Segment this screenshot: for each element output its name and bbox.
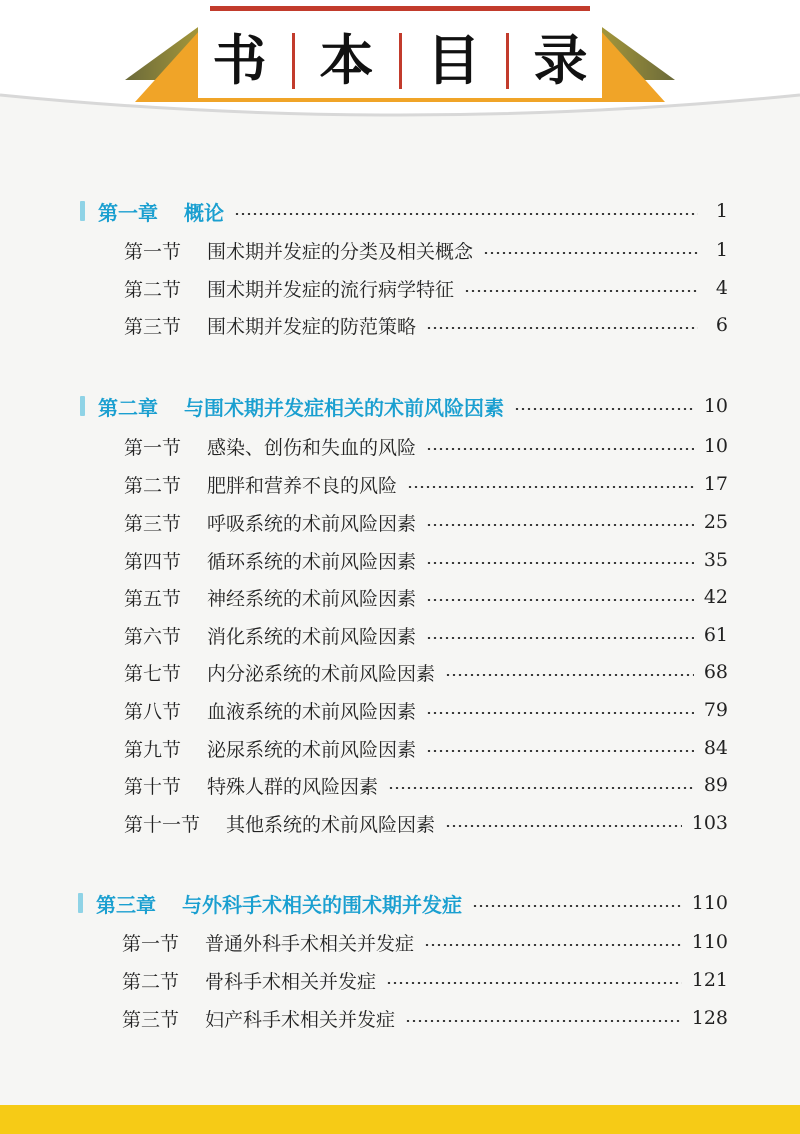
toc-section-row[interactable]	[0, 694, 800, 726]
section-label: 第二节	[124, 278, 182, 301]
page-number: 79	[703, 699, 728, 721]
toc-section-row[interactable]	[0, 732, 800, 764]
page-number: 4	[715, 277, 728, 299]
section-title: 围术期并发症的分类及相关概念	[207, 240, 474, 263]
dot-leader	[483, 252, 698, 254]
page-number: 1	[715, 239, 728, 261]
page-number: 103	[691, 812, 728, 834]
dot-leader	[445, 674, 694, 676]
section-title: 泌尿系统的术前风险因素	[207, 738, 417, 761]
dot-leader	[426, 750, 694, 752]
dot-leader	[426, 599, 694, 601]
toc-section-row[interactable]	[0, 769, 800, 801]
section-label: 第二节	[124, 474, 182, 497]
section-title: 呼吸系统的术前风险因素	[207, 512, 417, 535]
title-char: 本	[319, 29, 374, 92]
section-title: 血液系统的术前风险因素	[207, 700, 417, 723]
section-label: 第一节	[124, 240, 182, 263]
section-label: 第七节	[124, 662, 182, 685]
section-title: 内分泌系统的术前风险因素	[207, 662, 436, 685]
section-label: 第一节	[122, 932, 180, 955]
toc-chapter-row[interactable]	[0, 195, 800, 227]
dot-leader	[426, 448, 694, 450]
dot-leader	[426, 637, 694, 639]
section-title: 其他系统的术前风险因素	[226, 813, 436, 836]
section-label: 第十节	[124, 775, 182, 798]
toc-section-row[interactable]	[0, 234, 800, 266]
page-number: 10	[703, 395, 728, 417]
section-title: 肥胖和营养不良的风险	[207, 474, 398, 497]
chapter-label: 第二章	[98, 395, 158, 420]
page-number: 128	[691, 1007, 728, 1029]
dot-leader	[426, 712, 694, 714]
section-title: 妇产科手术相关并发症	[205, 1008, 396, 1031]
section-title: 消化系统的术前风险因素	[207, 625, 417, 648]
dot-leader	[424, 944, 682, 946]
section-title: 循环系统的术前风险因素	[207, 550, 417, 573]
toc-chapter-row[interactable]	[0, 390, 800, 422]
page-number: 1	[715, 200, 728, 222]
toc-section-row[interactable]	[0, 1002, 800, 1034]
chapter-marker	[80, 396, 85, 416]
section-title: 特殊人群的风险因素	[207, 775, 379, 798]
dot-leader	[405, 1020, 682, 1022]
page-number: 25	[703, 511, 728, 533]
dot-leader	[426, 327, 698, 329]
chapter-label: 第一章	[98, 200, 158, 225]
section-title: 围术期并发症的流行病学特征	[207, 278, 455, 301]
dot-leader	[514, 408, 694, 410]
toc-section-row[interactable]	[0, 309, 800, 341]
section-label: 第四节	[124, 550, 182, 573]
dot-leader	[386, 982, 682, 984]
page-number: 110	[691, 931, 728, 953]
section-label: 第九节	[124, 738, 182, 761]
title-char: 书	[212, 29, 267, 92]
toc-section-row[interactable]	[0, 468, 800, 500]
toc-section-row[interactable]	[0, 430, 800, 462]
section-label: 第五节	[124, 587, 182, 610]
section-label: 第三节	[124, 315, 182, 338]
section-label: 第一节	[124, 436, 182, 459]
section-title: 感染、创伤和失血的风险	[207, 436, 417, 459]
toc-chapter-row[interactable]	[0, 887, 800, 919]
chapter-title: 与围术期并发症相关的术前风险因素	[184, 395, 504, 420]
section-label: 第十一节	[124, 813, 201, 836]
toc-section-row[interactable]	[0, 656, 800, 688]
chapter-marker	[80, 201, 85, 221]
section-title: 普通外科手术相关并发症	[205, 932, 415, 955]
toc-section-row[interactable]	[0, 926, 800, 958]
chapter-title: 概论	[184, 200, 224, 225]
toc-section-row[interactable]	[0, 964, 800, 996]
toc-section-row[interactable]	[0, 506, 800, 538]
dot-leader	[388, 787, 694, 789]
dot-leader	[234, 213, 698, 215]
section-label: 第六节	[124, 625, 182, 648]
chapter-label: 第三章	[96, 892, 156, 917]
page-number: 42	[703, 586, 728, 608]
page-number: 84	[703, 737, 728, 759]
dot-leader	[407, 486, 694, 488]
page-number: 110	[691, 892, 728, 914]
toc-section-row[interactable]	[0, 807, 800, 839]
title-char: 目	[426, 29, 481, 92]
chapter-title: 与外科手术相关的围术期并发症	[182, 892, 462, 917]
page-number: 17	[703, 473, 728, 495]
chapter-marker	[78, 893, 83, 913]
toc-section-row[interactable]	[0, 272, 800, 304]
section-title: 神经系统的术前风险因素	[207, 587, 417, 610]
toc-section-row[interactable]	[0, 581, 800, 613]
page-number: 68	[703, 661, 728, 683]
dot-leader	[445, 825, 682, 827]
section-title: 骨科手术相关并发症	[205, 970, 377, 993]
dot-leader	[426, 562, 694, 564]
page-number: 61	[703, 624, 728, 646]
dot-leader	[464, 290, 698, 292]
title-char: 录	[533, 29, 588, 92]
footer-bar	[0, 1105, 800, 1134]
section-label: 第二节	[122, 970, 180, 993]
section-label: 第三节	[122, 1008, 180, 1031]
page-number: 10	[703, 435, 728, 457]
page-number: 89	[703, 774, 728, 796]
dot-leader	[426, 524, 694, 526]
section-label: 第三节	[124, 512, 182, 535]
section-title: 围术期并发症的防范策略	[207, 315, 417, 338]
toc-section-row[interactable]	[0, 544, 800, 576]
page-number: 6	[715, 314, 728, 336]
section-label: 第八节	[124, 700, 182, 723]
toc-section-row[interactable]	[0, 619, 800, 651]
page-number: 121	[691, 969, 728, 991]
page-number: 35	[703, 549, 728, 571]
dot-leader	[472, 905, 682, 907]
